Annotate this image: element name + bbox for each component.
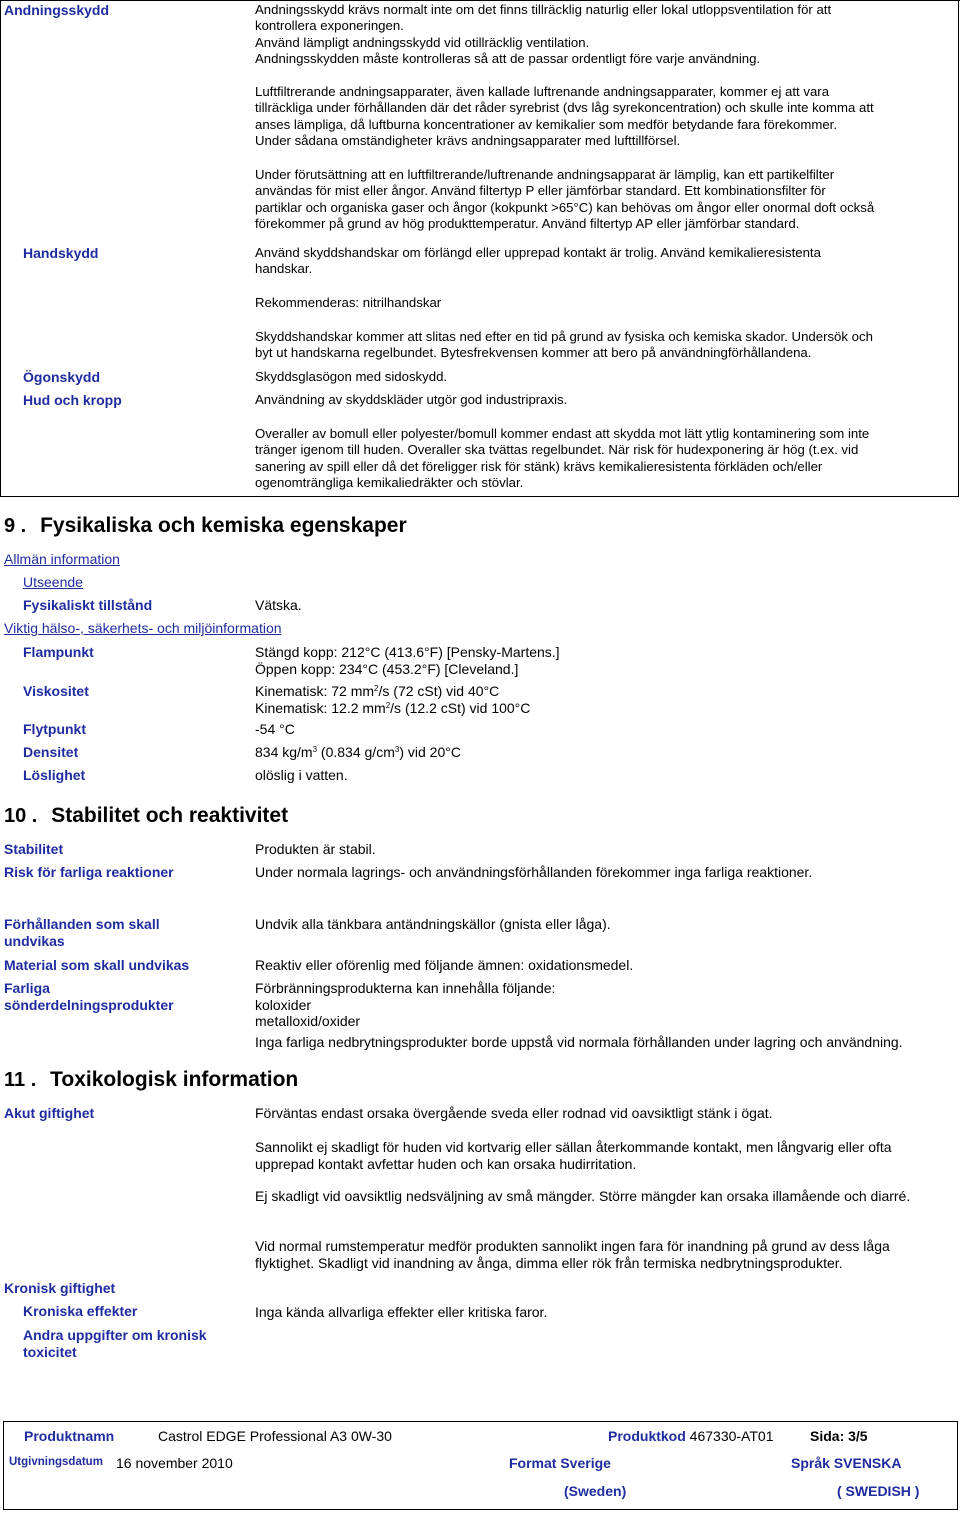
- text-line: Inga farliga nedbrytningsprodukter borde uppstå vid normala förhållanden under lagring och användning.: [255, 1033, 903, 1050]
- ogonskydd-label: Ögonskydd: [23, 369, 101, 385]
- akut-ogat-text: Förväntas endast orsaka övergående sveda eller rodnad vid oavsiktligt stänk i ögat.: [255, 1105, 773, 1121]
- loslighet-label: Löslighet: [23, 767, 86, 783]
- top-frame-left: [0, 0, 1, 496]
- forhallanden-value: Undvik alla tänkbara antändningskällor (gnista eller låga).: [255, 916, 611, 932]
- flytpunkt-label: Flytpunkt: [23, 721, 86, 737]
- text-line: Sannolikt ej skadligt för huden vid kortvarig eller sällan återkommande kontakt, men långvarig eller ofta: [255, 1139, 892, 1155]
- kronisk-label: Kronisk giftighet: [4, 1280, 116, 1296]
- text-line: förekommer på grund av hög produkttemperatur. Använd filtertyp AP eller jämförbar standard.: [255, 216, 800, 232]
- text-line: Vid normal rumstemperatur medför produkten sannolikt ingen fara för inandning på grund av dess låga: [255, 1238, 890, 1254]
- produktnamn-value: Castrol EDGE Professional A3 0W-30: [158, 1428, 392, 1444]
- kroniska-effekter-label: Kroniska effekter: [23, 1303, 138, 1319]
- utgivningsdatum-label: Utgivningsdatum: [9, 1456, 103, 1468]
- andra-uppgifter-label: [23, 1327, 207, 1361]
- handskydd-label: Handskydd: [23, 245, 99, 261]
- handskydd-text: [255, 245, 955, 278]
- text-line: Luftfiltrerande andningsapparater, även kallade luftrenande andningsapparater, kommer ej att vara: [255, 84, 830, 99]
- label-line: Förhållanden som skall: [4, 916, 160, 932]
- tillstand-value: Vätska.: [255, 597, 302, 613]
- filter-text: [255, 167, 955, 233]
- text-line: flyktighet. Skadligt vid inandning av ånga, dimma eller rök från termiska nedbrytningsprodukter.: [255, 1254, 843, 1271]
- slits-text: [255, 329, 955, 362]
- text-line: partiklar och organiska gaser och ångor (kokpunkt >65°C) kan behövas om ångor eller onormal doft också: [255, 199, 875, 215]
- farliga-label: [4, 980, 174, 1014]
- text-line: användas för mist eller ångor. Använd filtertyp P eller jämförbar standard. Ett kombinationsfilter för: [255, 183, 826, 199]
- text-line: ogenomträngliga kemikaliedräkter och stövlar.: [255, 475, 524, 491]
- text-line: Under förutsättning att en luftfiltrerande/luftrenande andningsapparat är lämplig, kan ett partikelfilter: [255, 167, 835, 182]
- section-title: Fysikaliska och kemiska egenskaper: [40, 514, 407, 537]
- top-frame-bottom: [0, 496, 959, 497]
- akut-huden-text: [255, 1139, 955, 1172]
- text-line: Öppen kopp: 234°C (453.2°F) [Cleveland.]: [255, 660, 519, 677]
- text-line: Använd lämpligt andningsskydd vid otillräcklig ventilation.: [255, 34, 590, 50]
- material-value: Reaktiv eller oförenlig med följande ämnen: oxidationsmedel.: [255, 957, 634, 973]
- andningsskydd-text: [255, 2, 955, 68]
- flampunkt-label: Flampunkt: [23, 644, 94, 660]
- utseende-link[interactable]: Utseende: [23, 574, 83, 590]
- text-line: Skyddshandskar kommer att slitas ned efter en tid på grund av fysiska och kemiska skador. Undersök och: [255, 329, 873, 344]
- text-line: kontrollera exponeringen.: [255, 18, 404, 34]
- text-line: handskar.: [255, 261, 313, 277]
- label-line: Andra uppgifter om kronisk: [23, 1327, 207, 1343]
- andningsskydd-label: Andningsskydd: [4, 2, 110, 18]
- flampunkt-value: [255, 644, 560, 677]
- top-frame-right: [958, 0, 959, 496]
- label-line: toxicitet: [23, 1344, 77, 1360]
- format-label: Format Sverige: [509, 1455, 611, 1471]
- section-title: Toxikologisk information: [50, 1068, 299, 1091]
- material-label: Material som skall undvikas: [4, 957, 190, 973]
- text-line: Använd skyddshandskar om förlängd eller upprepad kontakt är trolig. Använd kemikalieresistenta: [255, 245, 821, 260]
- text-line: tränger igenom till huden. Overaller ska tvättas regelbundet. När risk för hudexponering är hög (t.ex. vid: [255, 442, 859, 458]
- label-line: undvikas: [4, 933, 65, 949]
- text-line: Kinematisk: 72 $mm^2/s$ (72 cSt) vid 40°C: [255, 683, 500, 699]
- akut-inand-text: [255, 1238, 955, 1271]
- hud-text: Användning av skyddskläder utgör god industripraxis.: [255, 392, 568, 407]
- text-line: metalloxid/oxider: [255, 1013, 361, 1030]
- footer: [3, 1421, 958, 1510]
- produktkod: [608, 1428, 773, 1444]
- text-line: Förbränningsprodukterna kan innehålla följande:: [255, 980, 556, 996]
- luftfilter-text: [255, 84, 955, 150]
- section-number: 10 .: [4, 805, 38, 827]
- text-line: Kinematisk: 12.2 $mm^2/s$ (12.2 cSt) vid 100°C: [255, 699, 531, 716]
- utgivningsdatum-value: 16 november 2010: [116, 1455, 233, 1471]
- produktkod-label: Produktkod: [608, 1428, 686, 1444]
- section-9-heading: [4, 514, 407, 538]
- text-line: koloxider: [255, 996, 312, 1013]
- section-number: 9 .: [4, 515, 27, 537]
- flytpunkt-value: -54 °C: [255, 721, 295, 737]
- top-rule: [0, 0, 960, 1]
- text-line: Stängd kopp: 212°C (413.6°F) [Pensky-Martens.]: [255, 644, 560, 660]
- kroniska-effekter-value: Inga kända allvarliga effekter eller kritiska faror.: [255, 1304, 548, 1320]
- viskositet-value: [255, 683, 530, 716]
- text-line: byt ut handskarna regelbundet. Bytesfrekvensen kommer att bero på användningförhållandena.: [255, 345, 812, 361]
- text-line: Overaller av bomull eller polyester/bomull kommer endast att skydda mot lätt ytlig kontaminering som inte: [255, 426, 870, 441]
- rekommenderas-text: Rekommenderas: nitrilhandskar: [255, 295, 442, 310]
- sprak-label: Språk SVENSKA: [791, 1455, 902, 1471]
- section-title: Stabilitet och reaktivitet: [51, 804, 289, 827]
- format-sub: (Sweden): [564, 1483, 627, 1499]
- stabilitet-value: Produkten är stabil.: [255, 841, 376, 857]
- tillstand-label: Fysikaliskt tillstånd: [23, 597, 153, 613]
- loslighet-value: olöslig i vatten.: [255, 767, 348, 783]
- text-line: anses lämpliga, då luftburna koncentrationer av kemikalier som medför betydande fara förekommer.: [255, 116, 838, 132]
- text-line: upprepad kontakt avfettar huden och kan orsaka hudirritation.: [255, 1155, 637, 1172]
- akut-svalj-text: Ej skadligt vid oavsiktlig nedsväljning av små mängder. Större mängder kan orsaka illamående och diarré.: [255, 1188, 911, 1204]
- sprak-sub: ( SWEDISH ): [837, 1483, 920, 1499]
- produktkod-value: 467330-AT01: [689, 1428, 774, 1444]
- viktig-information-link[interactable]: Viktig hälso-, säkerhets- och miljöinformation: [4, 620, 282, 636]
- densitet-label: Densitet: [23, 744, 79, 760]
- text-line: Andningsskydden måste kontrolleras så att de passar ordentligt före varje användning.: [255, 51, 761, 67]
- page-number: Sida: 3/5: [810, 1428, 868, 1444]
- text-line: sanering av spill eller då det föreligger risk för stänk) krävs kemikalieresistenta förkläden och/eller: [255, 458, 823, 474]
- ogonskydd-text: Skyddsglasögon med sidoskydd.: [255, 369, 448, 384]
- label-line: Farliga: [4, 980, 50, 996]
- section-number: 11 .: [4, 1069, 37, 1091]
- label-line: sönderdelningsprodukter: [4, 997, 174, 1013]
- hud-label: Hud och kropp: [23, 392, 122, 408]
- risk-label: Risk för farliga reaktioner: [4, 864, 174, 880]
- produktnamn-label: Produktnamn: [24, 1428, 115, 1444]
- forhallanden-label: [4, 916, 160, 950]
- text-line: Andningsskydd krävs normalt inte om det finns tillräcklig naturlig eller lokal utloppsventilation för att: [255, 2, 832, 17]
- section-11-heading: [4, 1068, 298, 1092]
- allman-information-link[interactable]: Allmän information: [4, 551, 120, 567]
- overaller-text: [255, 426, 955, 492]
- text-line: Under sådana omständigheter krävs andningsapparater med lufttillförsel.: [255, 133, 681, 149]
- section-10-heading: [4, 804, 288, 828]
- farliga-value: [255, 980, 903, 1050]
- viskositet-label: Viskositet: [23, 683, 89, 699]
- stabilitet-label: Stabilitet: [4, 841, 64, 857]
- densitet-value: 834 $kg/m^3$ (0.834 $g/cm^3$) vid 20°C: [255, 744, 461, 760]
- risk-value: Under normala lagrings- och användningsförhållanden förekommer inga farliga reaktioner.: [255, 864, 813, 880]
- akut-label: Akut giftighet: [4, 1105, 95, 1121]
- text-line: tillräckliga under förhållanden där det råder syrebrist (dvs låg syrekoncentration) och skulle inte komma att: [255, 100, 874, 116]
